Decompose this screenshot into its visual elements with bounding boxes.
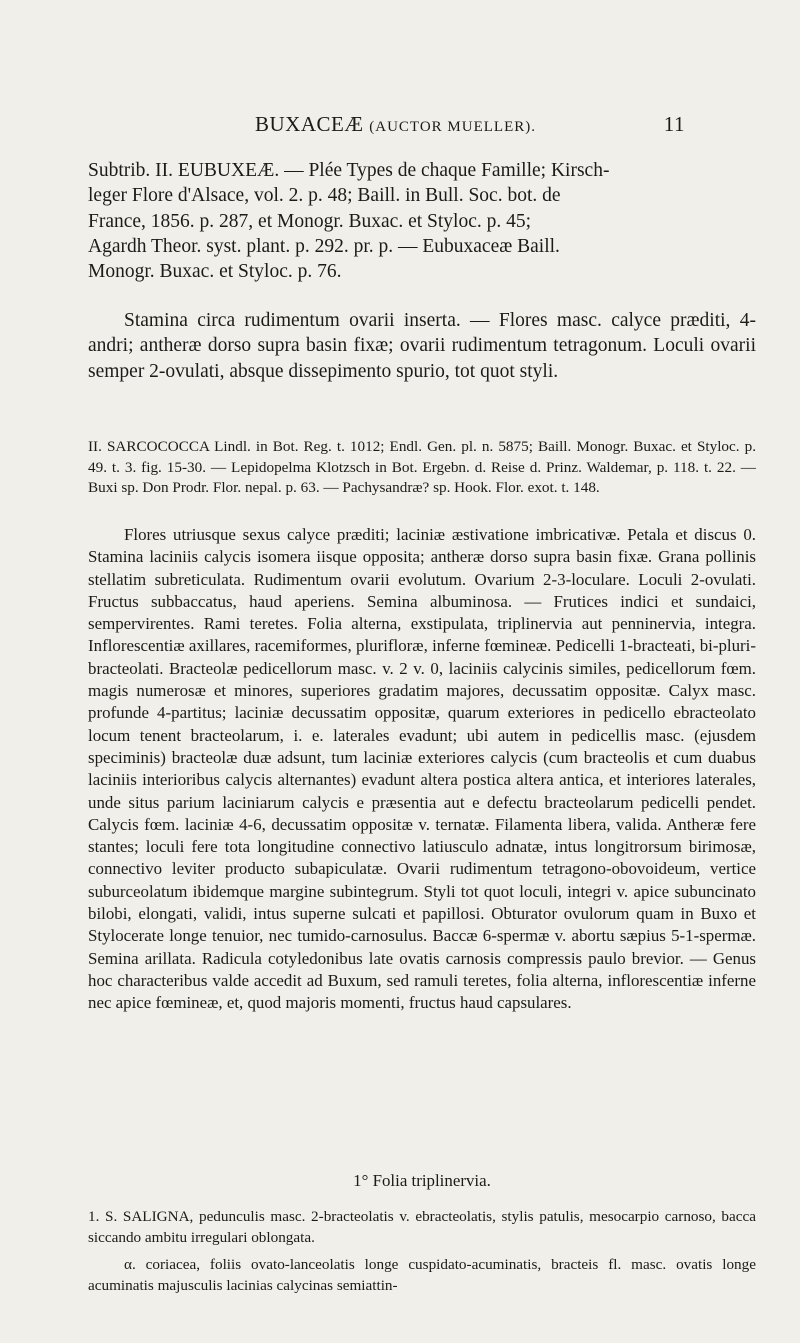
subtribe-line: Subtrib. II. EUBUXEÆ. — Plée Types de chaque Famille; Kirsch- (88, 160, 610, 181)
stamina-paragraph: Stamina circa rudimentum ovarii inserta. — Flores masc. calyce præditi, 4-andri; antheræ dorso supra basin fixæ; ovarii rudimentum tetragonum. Loculi ovarii semper 2-ovulati, absque dissepimento spurio, tot quot styli. (88, 310, 756, 382)
section-heading: 1° Folia triplinervia. (353, 1171, 491, 1190)
subtribe-heading (88, 158, 756, 284)
variety-description: α. coriacea, foliis ovato-lanceolatis longe cuspidato-acuminatis, bracteis fl. masc. ovatis longe acuminatis majusculis lacinias calycinas semiattin- (88, 1256, 756, 1294)
header-title: BUXACEÆ (255, 112, 364, 136)
running-header (255, 112, 685, 137)
page-number: 11 (663, 112, 685, 136)
subtribe-line: France, 1856. p. 287, et Monogr. Buxac. et Styloc. p. 45; (88, 210, 532, 232)
subtribe-line: Monogr. Buxac. et Styloc. p. 76. (88, 261, 342, 283)
species-description: 1. S. SALIGNA, pedunculis masc. 2-bracteolatis v. ebracteolatis, stylis patulis, mesocarpio carnoso, bacca siccando ambitu irregulari oblongata. (88, 1208, 756, 1246)
subtribe-line: leger Flore d'Alsace, vol. 2. p. 48; Baill. in Bull. Soc. bot. de (88, 185, 561, 207)
header-author: (AUCTOR MUELLER). (369, 119, 536, 135)
subtribe-line: Agardh Theor. syst. plant. p. 292. pr. p. — Eubuxaceæ Baill. (88, 235, 560, 257)
genus-citation: II. SARCOCOCCA Lindl. in Bot. Reg. t. 1012; Endl. Gen. pl. n. 5875; Baill. Monogr. Buxac. et Styloc. p. 49. t. 3. fig. 15-30. — Lepidopelma Klotzsch in Bot. Ergebn. d. Reise d. Prinz. Waldemar, p. 118. t. 22. — Buxi sp. Don Prodr. Flor. nepal. p. 63. — Pachysandræ? sp. Hook. Flor. exot. t. 148. (88, 438, 756, 497)
genus-description: Flores utriusque sexus calyce præditi; laciniæ æstivatione imbricativæ. Petala et discus 0. Stamina laciniis calycis isomera iisque opposita; antheræ dorso supra basin fixæ. Grana pollinis stellatim subreticulata. Rudimentum ovarii evolutum. Ovarium 2-3-loculare. Loculi 2-ovulati. Fructus subbaccatus, haud aperiens. Semina albuminosa. — Frutices indici et sundaici, sempervirentes. Rami teretes. Folia alterna, exstipulata, triplinervia aut penninervia, integra. Inflorescentiæ axillares, racemiformes, pluriflоræ, inferne fœmineæ. Pedicelli 1-bracteati, bi-pluri-bracteolati. Bracteolæ pedicellorum masc. v. 2 v. 0, laciniis calycinis similes, pedicellorum fœm. magis numerosæ et minores, superiores gradatim majores, decussatim oppositæ. Calyx masc. profunde 4-partitus; laciniæ decussatim oppositæ, quarum exteriores in pedicello ebracteolato locum tenent bracteolarum, i. e. laterales evadunt; ubi autem in pedicellis masc. (ejusdem speciminis) bracteolæ duæ adsunt, tum laciniæ exteriores calycis (cum bracteolis et cum duabus laciniis interioribus calycis alternantes) evadunt altera postica altera antica, et interiores laterales, unde situs parium laciniarum calycis e præsentia aut e defectu bracteolarum pedicelli pendet. Calycis fœm. laciniæ 4-6, decussatim oppositæ v. ternatæ. Filamenta libera, valida. Antheræ fere stantes; loculi fere tota longitudine connectivo latiusculo adnatæ, intus longitrorsum birimosæ, connectivo leviter producto subapiculatæ. Ovarii rudimentum tetragono-obovoideum, vertice suburceolatum ibidemque margine subintegrum. Styli tot quot loculi, integri v. apice subuncinato bilobi, elongati, validi, intus superne sulcati et papillosi. Obturator ovulorum quam in Buxo et Stylocerate longe tenuior, nec tumido-carnosulus. Baccæ 6-spermæ v. abortu sæpius 5-1-spermæ. Semina arillata. Radicula cotyledonibus late ovatis carnosis compressis paulo brevior. — Genus hoc characteribus valde accedit ad Buxum, sed ramuli teretes, folia alterna, inflorescentiæ inferne nec apice fœmineæ, et, quod majoris momenti, fructus haud capsulares. (88, 525, 756, 1013)
